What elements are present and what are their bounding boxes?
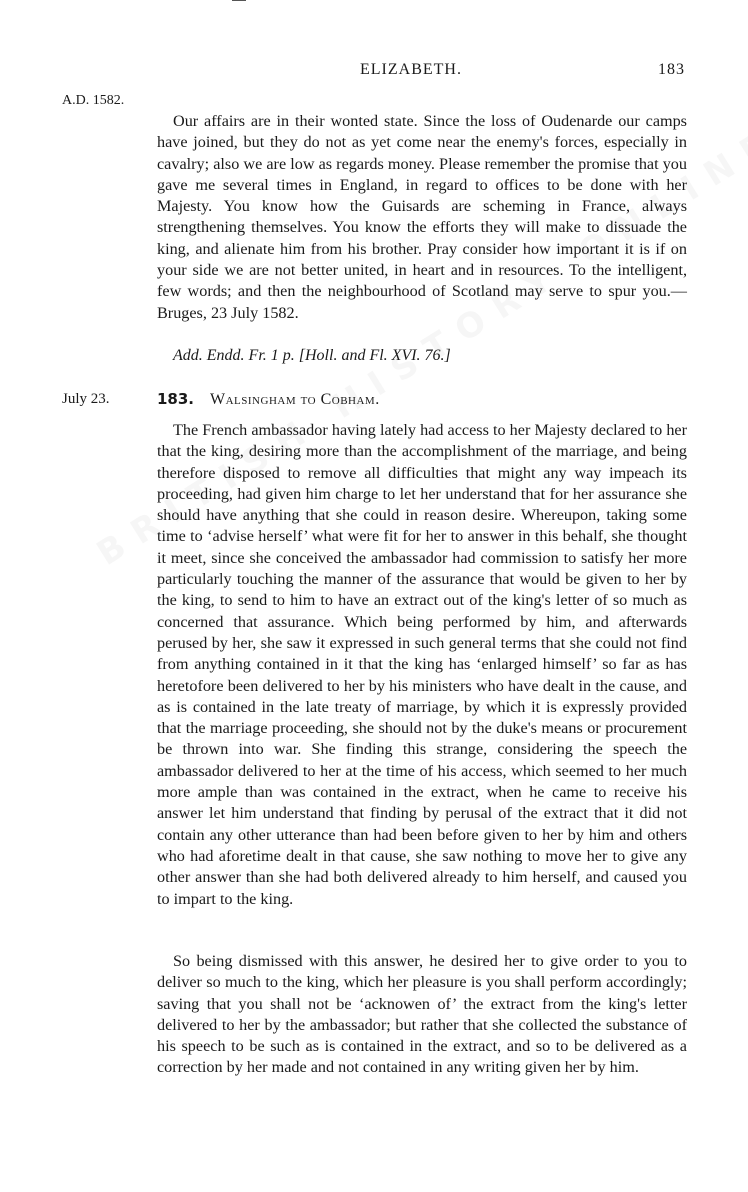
margin-year-note: A.D. 1582. (62, 93, 125, 108)
endorsement-note: Add. Endd. Fr. 1 p. [Holl. and Fl. XVI. 76.] (173, 347, 451, 364)
margin-entry-date: July 23. (62, 391, 110, 407)
entry-number: 183. (157, 390, 195, 408)
running-title: ELIZABETH. (360, 61, 462, 78)
running-head (0, 59, 748, 83)
page-number: 183 (658, 61, 685, 78)
top-rule-mark (232, 0, 246, 1)
entry-title: Walsingham to Cobham. (210, 391, 380, 408)
letter-paragraph-1: Our affairs are in their wonted state. Since the loss of Oudenarde our camps have joined, but they do not as yet come near the enemy's forces, especially in cavalry; also we are low as regards money. Please remember the promise that you gave me several times in England, in regard to offices to be done with her Majesty. You know how the Guisards are scheming in France, always strengthening themselves. You know the efforts they will make to dissuade the king, and alienate him from his brother. Pray consider how important it is if on your side we are not better united, in heart and in resources. To the intelligent, few words; and then the neighbourhood of Scotland may serve to spur you.—Bruges, 23 July 1582. (157, 112, 687, 322)
letter-paragraph-2: The French ambassador having lately had access to her Majesty declared to her that the king, desiring more than the accomplishment of the marriage, and being therefore disposed to remove all difficulties that might any way impeach its proceeding, had given him charge to let her understand that for her assurance she should have anything that she could in reason desire. Whereupon, taking some time to ‘advise herself’ what were fit for her to answer in this behalf, she thought it meet, since she conceived the ambassador had commission to satisfy her more particularly touching the manner of the assurance that would be given to her by the king, to send to him to have an extract out of the king's letter of so much as concerned that assurance. Which being performed by him, and afterwards perused by her, she saw it expressed in such general terms that she could not find from anything contained in it that the king has ‘enlarged himself’ so far as has heretofore been delivered to her by his ministers who have dealt in the cause, and as is contained in the late treaty of marriage, by which it is expressly provided that the marriage proceeding, she should not by the duke's means or procurement be thrown into war. She finding this strange, considering the speech the ambassador delivered to her at the time of his access, which seemed to her much more ample than was contained in the extract, when he came to receive his answer let him understand that finding by perusal of the extract that it did not contain any other utterance than had been before given to her by him and others who had aforetime dealt in that cause, she saw nothing to move her to give any other answer than she had both delivered already to him herself, and caused you to impart to the king. (157, 421, 687, 908)
entry-heading (157, 390, 380, 409)
letter-paragraph-3: So being dismissed with this answer, he desired her to give order to you to deliver so much to the king, which her pleasure is you shall perform accordingly; saving that you shall not be ‘acknowen of’ the extract from the king's letter delivered to her by the ambassador; but rather that she collected the substance of his speech to be such as is contained in the extract, and so to be delivered as a correction by her made and not contained in any writing given her by him. (157, 952, 687, 1077)
